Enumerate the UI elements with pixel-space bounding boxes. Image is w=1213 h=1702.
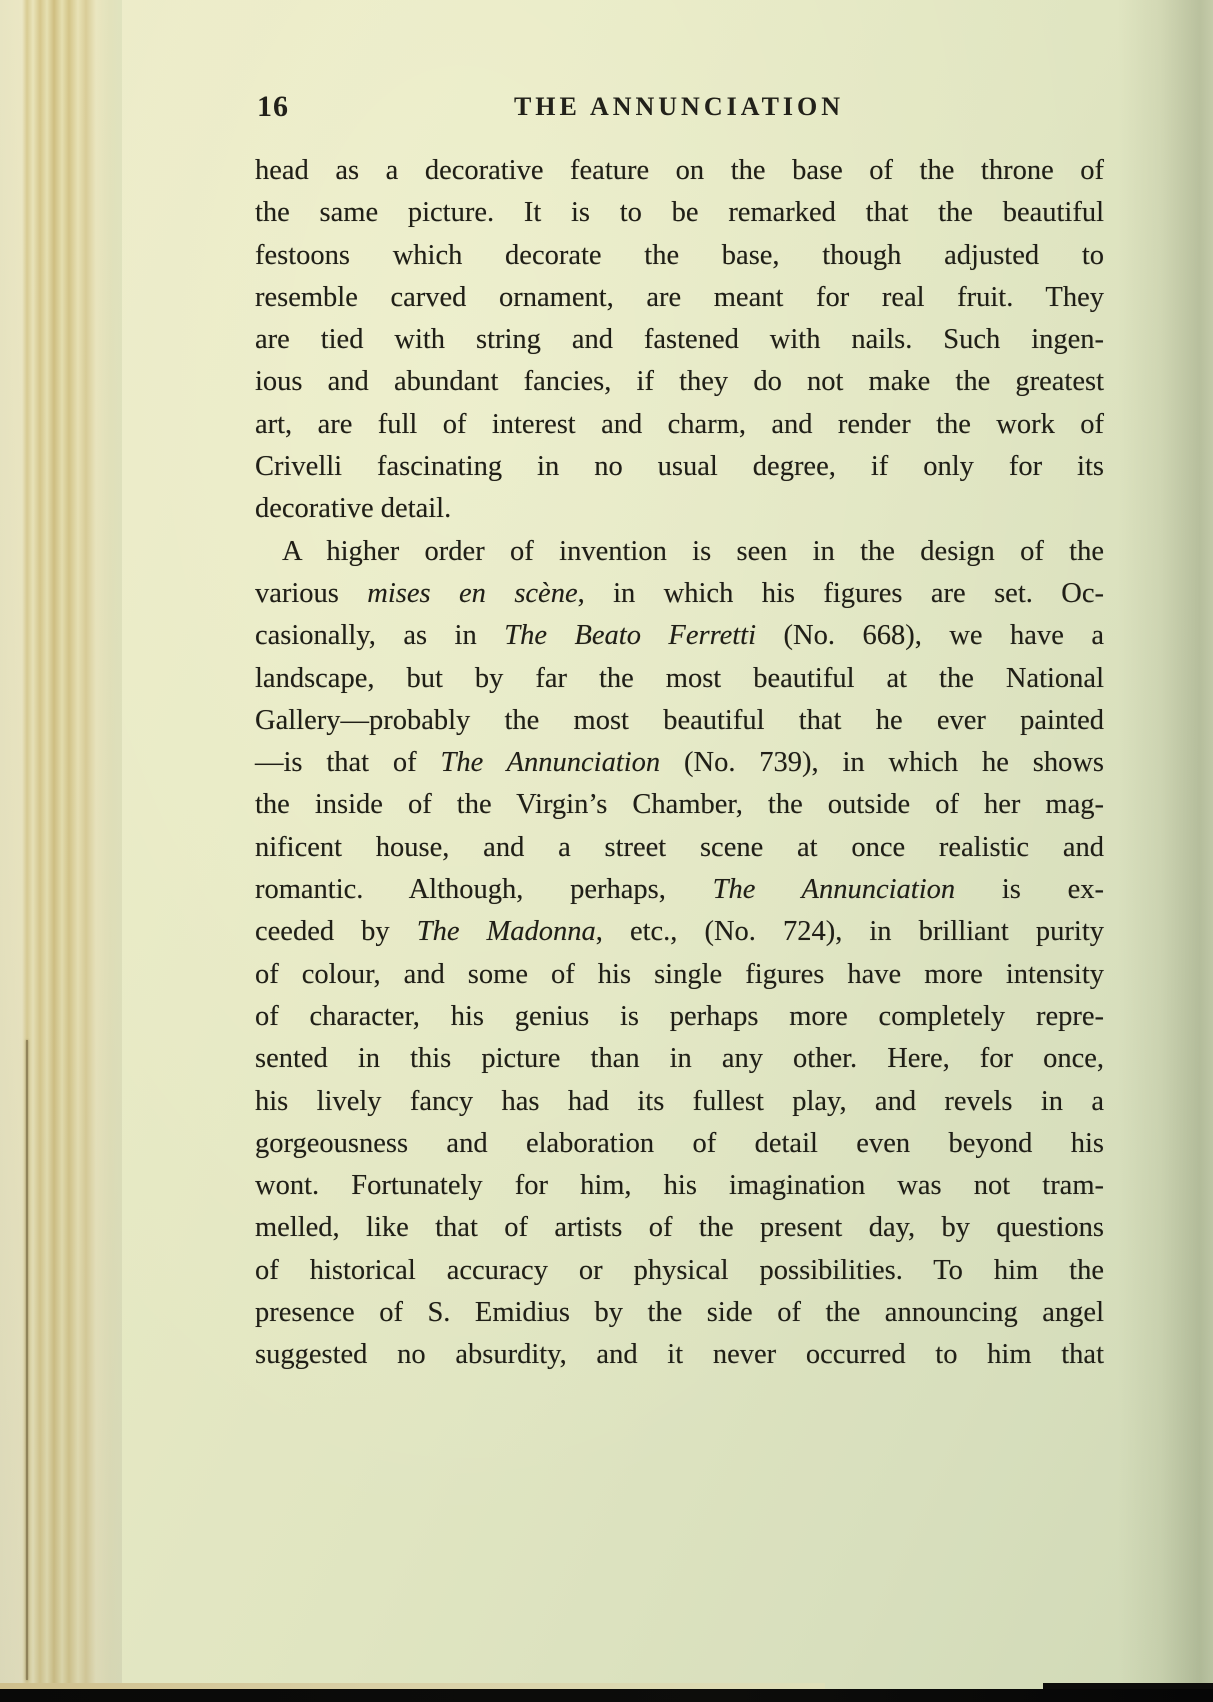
text-line: suggested no absurdity, and it never occurred to him that: [255, 1339, 1104, 1371]
text-line: decorative detail.: [255, 493, 452, 525]
text-line: Crivelli fascinating in no usual degree, if only for its: [255, 451, 1104, 483]
text-line: of historical accuracy or physical possibilities. To him the: [255, 1254, 1104, 1286]
text-line: various mises en scène, in which his figures are set. Oc-: [255, 577, 1104, 609]
text-line: casionally, as in The Beato Ferretti (No. 668), we have a: [255, 620, 1104, 652]
text-line: A higher order of invention is seen in the design of the: [282, 535, 1104, 567]
text-line: his lively fancy has had its fullest play, and revels in a: [255, 1085, 1104, 1117]
text-line: —is that of The Annunciation (No. 739), in which he shows: [255, 747, 1104, 779]
page-right-curl-shadow: [1118, 0, 1213, 1702]
text-line: romantic. Although, perhaps, The Annunciation is ex-: [255, 874, 1104, 906]
book-page-edges-strip: [0, 0, 122, 1702]
text-line: melled, like that of artists of the present day, by questions: [255, 1212, 1104, 1244]
body-text-block: [255, 150, 1104, 1377]
text-line: landscape, but by far the most beautiful at the National: [255, 662, 1104, 694]
text-line: ceeded by The Madonna, etc., (No. 724), in brilliant purity: [255, 916, 1104, 948]
photo-bottom-dark-edge: [0, 1689, 1213, 1702]
text-line: head as a decorative feature on the base of the throne of: [255, 155, 1104, 186]
text-line: of character, his genius is perhaps more completely repre-: [255, 1000, 1104, 1032]
running-head-title: THE ANNUNCIATION: [513, 92, 845, 121]
page-headline-row: [255, 90, 1103, 126]
text-line: presence of S. Emidius by the side of the announcing angel: [255, 1297, 1104, 1329]
text-line: resemble carved ornament, are meant for real fruit. They: [255, 281, 1104, 313]
text-line: nificent house, and a street scene at once realistic and: [255, 831, 1104, 863]
text-line: sented in this picture than in any other. Here, for once,: [255, 1043, 1104, 1075]
body-lines: [255, 150, 1104, 1377]
page-edge-dark-line: [26, 1040, 28, 1680]
text-line: art, are full of interest and charm, and render the work of: [255, 408, 1104, 440]
text-line: Gallery—probably the most beautiful that he ever painted: [255, 704, 1104, 736]
text-line: are tied with string and fastened with nails. Such ingen-: [255, 324, 1104, 356]
text-line: ious and abundant fancies, if they do not make the greatest: [255, 366, 1104, 398]
page-number: 16: [257, 90, 289, 123]
text-line: festoons which decorate the base, though adjusted to: [255, 239, 1104, 271]
text-line: the same picture. It is to be remarked that the beautiful: [255, 197, 1104, 229]
text-line: the inside of the Virgin’s Chamber, the outside of her mag-: [255, 789, 1104, 821]
text-line: gorgeousness and elaboration of detail even beyond his: [255, 1127, 1104, 1159]
text-line: of colour, and some of his single figures have more intensity: [255, 958, 1104, 990]
text-line: wont. Fortunately for him, his imagination was not tram-: [255, 1170, 1104, 1202]
